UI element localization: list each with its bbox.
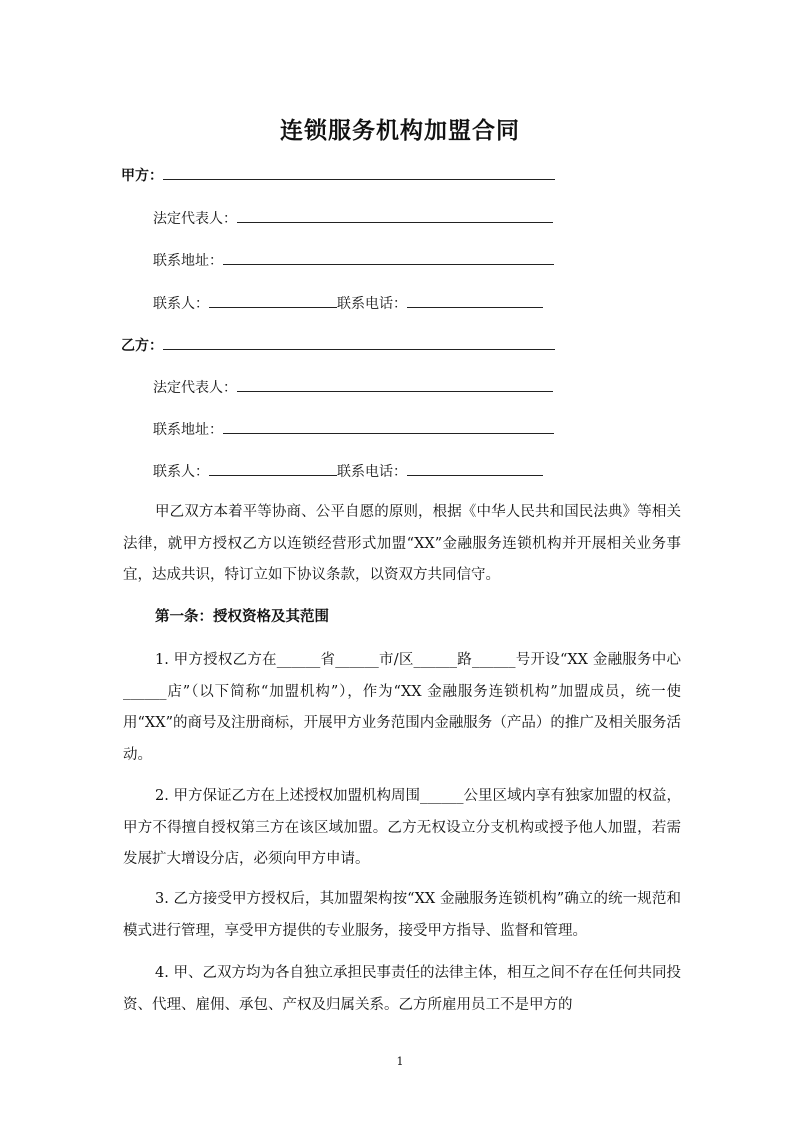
party-a-phone-blank[interactable]: [407, 293, 543, 308]
party-a-contact-blank[interactable]: [209, 293, 337, 308]
party-a-address-line: [153, 250, 554, 271]
party-a-rep-label: 法定代表人：: [153, 211, 237, 227]
clause-2: 2. 甲方保证乙方在上述授权加盟机构周围______公里区域内享有独家加盟的权益，甲方不得擅自授权第三方在该区域加盟。乙方无权设立分支机构或授予他人加盟，若需发展扩大增设分店，必须向甲方申请。: [123, 788, 681, 867]
party-a-rep-blank[interactable]: [237, 208, 553, 223]
party-a-rep-line: [153, 208, 553, 229]
party-b-address-line: [153, 419, 554, 440]
clause-3: 3. 乙方接受甲方授权后，其加盟架构按“XX 金融服务连锁机构”确立的统一规范和模式进行管理，享受甲方提供的专业服务，接受甲方指导、监督和管理。: [123, 891, 681, 939]
party-b-address-blank[interactable]: [223, 419, 554, 434]
party-b-blank[interactable]: [163, 335, 555, 350]
party-b-phone-blank[interactable]: [407, 461, 543, 476]
party-a-line: [121, 165, 555, 186]
party-a-blank[interactable]: [163, 165, 555, 180]
preamble-paragraph: 甲乙双方本着平等协商、公平自愿的原则，根据《中华人民共和国民法典》等相关法律，就甲方授权乙方以连锁经营形式加盟“XX”金融服务连锁机构并开展相关业务事宜，达成共识，特订立如下协议条款，以资双方共同信守。: [123, 504, 681, 583]
party-b-rep-blank[interactable]: [237, 377, 553, 392]
page-number: 1: [396, 1055, 404, 1068]
party-a-contact-label: 联系人：: [153, 296, 209, 312]
party-b-contact-blank[interactable]: [209, 461, 337, 476]
party-a-phone-label: 联系电话：: [337, 296, 407, 312]
party-b-rep-line: [153, 377, 553, 398]
party-b-address-label: 联系地址：: [153, 422, 223, 438]
article-1-heading: 第一条：授权资格及其范围: [155, 608, 329, 625]
party-b-line: [121, 335, 555, 356]
party-b-phone-label: 联系电话：: [337, 464, 407, 480]
party-b-label: 乙方：: [121, 338, 163, 354]
contract-title: 连锁服务机构加盟合同: [280, 118, 520, 144]
clause-1: 1. 甲方授权乙方在______省______市/区______路______号开设“XX 金融服务中心______店”（以下简称“加盟机构”），作为“XX 金融服务连锁机构”加盟成员，统一使用“XX”的商号及注册商标，开展甲方业务范围内金融服务（产品）的推广及相关服务活动。: [123, 652, 681, 763]
party-a-address-label: 联系地址：: [153, 253, 223, 269]
clause-4: 4. 甲、乙双方均为各自独立承担民事责任的法律主体，相互之间不存在任何共同投资、代理、雇佣、承包、产权及归属关系。乙方所雇用员工不是甲方的: [123, 965, 681, 1013]
party-a-label: 甲方：: [121, 168, 163, 184]
party-b-contact-label: 联系人：: [153, 464, 209, 480]
party-b-contact-line: [153, 461, 543, 482]
party-a-contact-line: [153, 293, 543, 314]
party-b-rep-label: 法定代表人：: [153, 380, 237, 396]
party-a-address-blank[interactable]: [223, 250, 554, 265]
